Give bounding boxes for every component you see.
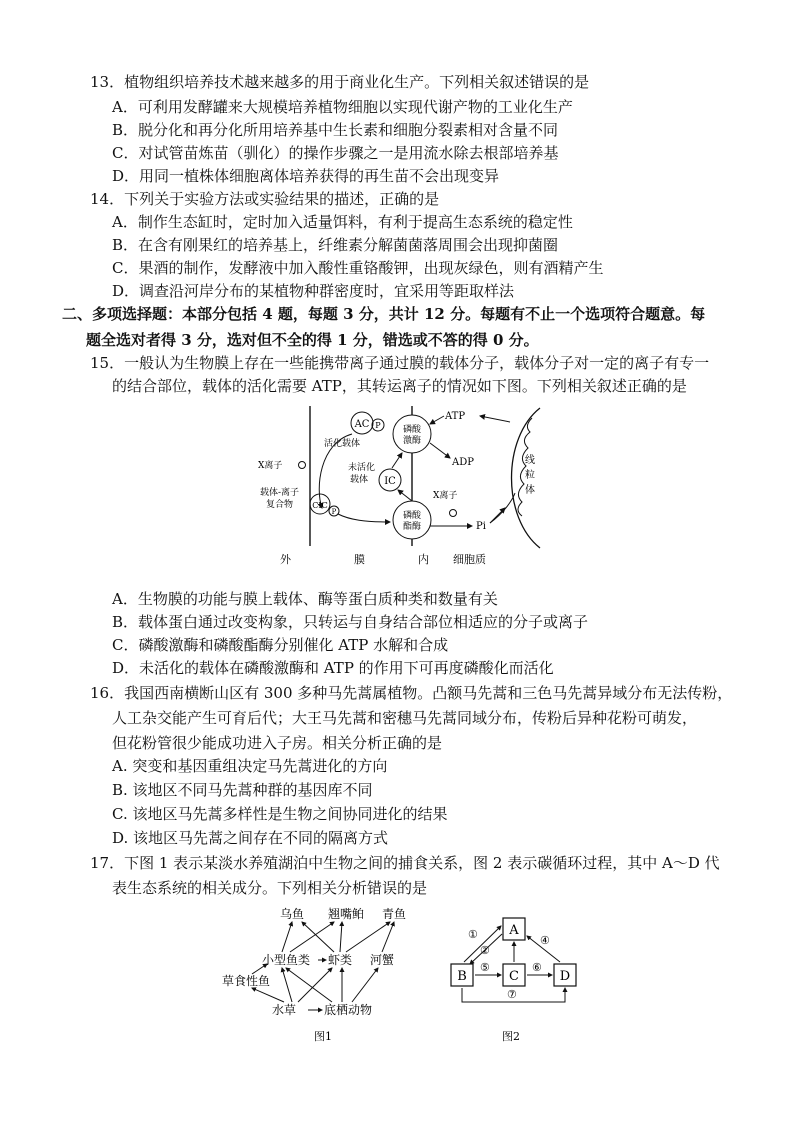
fw-shuicao: 水草 <box>272 1003 297 1017</box>
fw-label: 图1 <box>314 1030 332 1043</box>
arrow-4: ④ <box>540 934 550 947</box>
fig-adp: ADP <box>452 457 474 468</box>
fig-x-ion-outside: X离子 <box>258 461 283 471</box>
q17-stem-2: 表生态系统的相关成分。下列相关分析错误的是 <box>112 879 428 897</box>
fig-unactivated-2: 载体 <box>350 475 369 485</box>
q14-stem: 14．下列关于实验方法或实验结果的描述，正确的是 <box>90 190 440 208</box>
fw-caoshi: 草食性鱼 <box>222 974 271 988</box>
fig-phosphatase-1: 磷酸 <box>402 511 422 521</box>
q13-stem: 13．植物组织培养技术越来越多的用于商业化生产。下列相关叙述错误的是 <box>90 73 590 91</box>
q14-option-b: B．在含有刚果红的培养基上，纤维素分解菌菌落周围会出现抑菌圈 <box>112 236 559 254</box>
fw-qiaozui: 翘嘴鲌 <box>328 907 365 921</box>
q13-option-b: B．脱分化和再分化所用培养基中生长素和细胞分裂素相对含量不同 <box>112 121 559 139</box>
fig-ic: IC <box>384 476 396 487</box>
q16-option-b: B. 该地区不同马先蒿种群的基因库不同 <box>112 781 373 799</box>
fw-xialei: 虾类 <box>328 953 353 967</box>
fig-p-top: P <box>375 421 381 430</box>
fw-qingyu: 青鱼 <box>382 907 407 921</box>
arrow-7: ⑦ <box>507 988 517 1001</box>
q15-option-b: B．载体蛋白通过改变构象，只转运与自身结合部位相适应的分子或离子 <box>112 613 589 631</box>
fw-wuyu: 乌鱼 <box>280 907 305 921</box>
fig-activated-carrier: 活化载体 <box>324 439 361 449</box>
q14-option-c: C．果酒的制作，发酵液中加入酸性重铬酸钾，出现灰绿色，则有酒精产生 <box>112 259 604 277</box>
fw-xiaoxing: 小型鱼类 <box>262 953 311 967</box>
q15-option-d: D．未活化的载体在磷酸激酶和 ATP 的作用下可再度磷酸化而活化 <box>112 659 554 677</box>
q17-food-web-figure <box>222 902 432 1044</box>
fig-mito-2: 粒 <box>525 470 535 481</box>
q15-option-c: C．磷酸激酶和磷酸酯酶分别催化 ATP 水解和合成 <box>112 636 449 654</box>
q15-stem-1: 15．一般认为生物膜上存在一些能携带离子通过膜的载体分子，载体分子对一定的离子有专一 <box>90 354 710 372</box>
fig-membrane: 膜 <box>354 553 365 566</box>
q13-option-c: C．对试管苗炼苗（驯化）的操作步骤之一是用流水除去根部培养基 <box>112 144 559 162</box>
q13-option-d: D．用同一植株体细胞离体培养获得的再生苗不会出现变异 <box>112 167 500 185</box>
q16-stem-2: 人工杂交能产生可育后代；大王马先蒿和密穗马先蒿同域分布，传粉后异种花粉可萌发， <box>112 709 698 727</box>
q15-membrane-figure <box>240 398 570 570</box>
fig-kinase-2: 激酶 <box>402 436 422 446</box>
fig-phosphatase-2: 酯酶 <box>402 522 422 532</box>
q16-option-a: A. 突变和基因重组决定马先蒿进化的方向 <box>112 757 388 775</box>
fig2-label: 图2 <box>502 1030 520 1043</box>
q14-option-a: A．制作生态缸时，定时加入适量饵料，有利于提高生态系统的稳定性 <box>112 213 573 231</box>
arrow-5: ⑤ <box>480 961 490 974</box>
q16-stem-3: 但花粉管很少能成功进入子房。相关分析正确的是 <box>112 734 443 752</box>
fig-cytoplasm: 细胞质 <box>453 553 486 566</box>
fw-diqi: 底栖动物 <box>324 1003 373 1017</box>
fig-mito-1: 线 <box>525 455 535 466</box>
fig-inside: 内 <box>418 553 429 566</box>
q15-option-a: A．生物膜的功能与膜上载体、酶等蛋白质种类和数量有关 <box>112 590 498 608</box>
arrow-6: ⑥ <box>532 961 542 974</box>
q14-option-d: D．调查沿河岸分布的某植物种群密度时，宜采用等距取样法 <box>112 282 515 300</box>
fig-complex-1: 载体-离子 <box>260 488 300 498</box>
fw-hexie: 河蟹 <box>370 953 395 967</box>
q17-carbon-cycle-figure <box>444 904 589 1044</box>
q15-stem-2: 的结合部位，载体的活化需要 ATP，其转运离子的情况如下图。下列相关叙述正确的是 <box>112 377 687 395</box>
fig-p-bottom: P <box>331 508 337 516</box>
fig-unactivated-1: 未活化 <box>348 463 376 473</box>
q16-option-c: C. 该地区马先蒿多样性是生物之间协同进化的结果 <box>112 805 448 823</box>
arrow-2: ② <box>480 944 490 957</box>
fig-atp: ATP <box>445 411 466 422</box>
q13-option-a: A．可利用发酵罐来大规模培养植物细胞以实现代谢产物的工业化生产 <box>112 98 573 116</box>
section2-heading: 二、多项选择题：本部分包括 4 题，每题 3 分，共计 12 分。每题有不止一个选项符合题意。每 <box>62 305 706 323</box>
arrow-1: ① <box>468 928 478 941</box>
fig-complex-2: 复合物 <box>266 500 294 510</box>
fig-mito-3: 体 <box>525 485 535 496</box>
node-b: B <box>457 969 467 984</box>
fig-outside: 外 <box>280 553 291 566</box>
q17-stem-1: 17．下图 1 表示某淡水养殖湖泊中生物之间的捕食关系，图 2 表示碳循环过程，其中 A～D 代 <box>90 854 720 872</box>
q16-option-d: D. 该地区马先蒿之间存在不同的隔离方式 <box>112 829 389 847</box>
fig-ac: AC <box>354 419 370 430</box>
node-c: C <box>509 969 519 984</box>
fig-kinase-1: 磷酸 <box>402 425 422 435</box>
node-d: D <box>559 969 571 984</box>
fig-cic: CIC <box>312 501 328 510</box>
fig-x-ion-inside: X离子 <box>433 491 458 501</box>
fig-pi: Pi <box>476 521 486 532</box>
node-a: A <box>509 923 519 938</box>
section2-heading-cont: 题全选对者得 3 分，选对但不全的得 1 分，错选或不答的得 0 分。 <box>86 331 539 349</box>
q16-stem-1: 16．我国西南横断山区有 300 多种马先蒿属植物。凸额马先蒿和三色马先蒿异域分布无法传粉， <box>90 684 733 702</box>
